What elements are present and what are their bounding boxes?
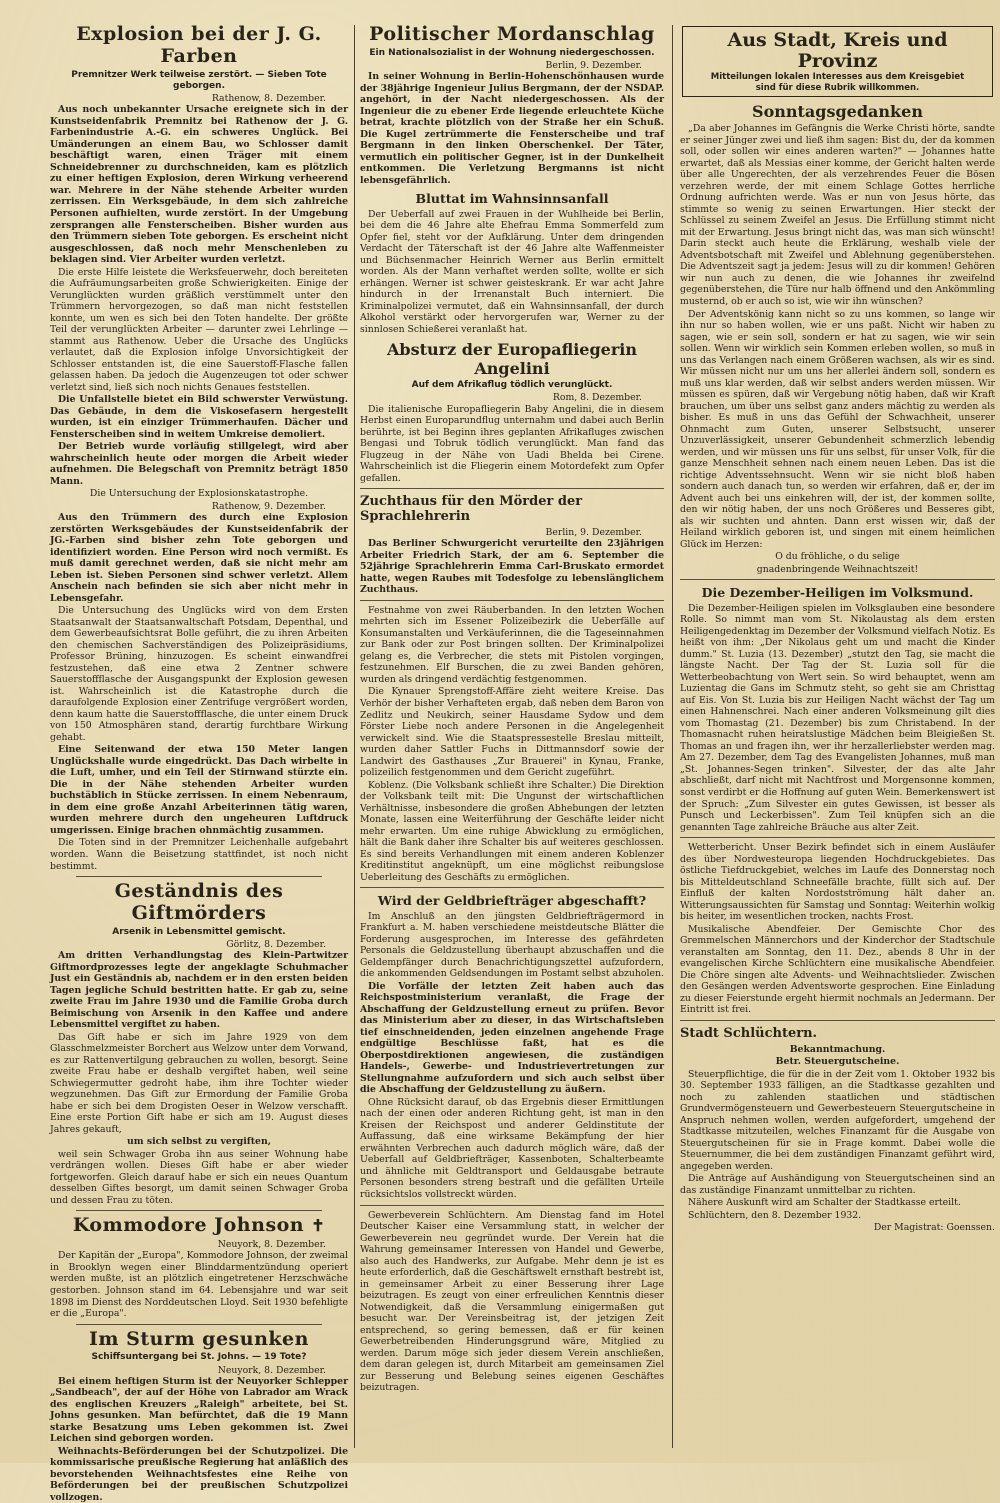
paragraph: Steuerpflichtige, die für die in der Zeit vom 1. Oktober 1932 bis 30. September 1933 fälligen, an die Stadtkasse gezahlten und noch zu zahlenden staatlichen und städtischen Grundvermögensteuern und Gewerbesteuern Steuergutscheine in Anspruch nehmen wollen, werden aufgefordert, umgehend der Stadtkasse mitzuteilen, welches Finanzamt für die Ausgabe von Steuergutscheinen für sie in Frage kommt. Dabei wolle die Steuernummer, die bei dem zuständigen Finanzamt geführt wird, angegeben werden. (680, 1068, 995, 1172)
subheadline: Premnitzer Werk teilweise zerstört. — Sieben Tote geborgen. (71, 69, 327, 91)
cross-icon: ✝ (311, 1216, 326, 1236)
column-middle (360, 22, 664, 1453)
section-note: Mitteilungen lokalen Interesses aus dem Kreisgebiet (710, 71, 965, 82)
article-sonntagsgedanken (680, 103, 995, 576)
divider (76, 1210, 322, 1211)
paragraph: weil sein Schwager Groba ihn aus seiner Wohnung habe verdrängen wollen. Dieses Gift habe er aber wieder fortgeworfen. Gleich darauf habe er sich ein neues Quantum desselben Giftes besorgt, um damit seinen Schwager Groba und dessen Frau zu töten. (50, 1148, 348, 1206)
paragraph: Das Gift habe er sich im Jahre 1929 von dem Glasschmelzmeister Borchert aus Welzow unter dem Vorwand, es zur Rattenvertilgung gebrauchen zu wollen, besorgt. Seine zweite Frau habe er deshalb vergiftet haben, weil seine Schwiegermutter gedroht habe, ihm ihre Tochter wieder wegzunehmen. Das Gift zur Ermordung der Familie Groba habe er sich bei dem Drogisten Oeser in Welzow verschafft. Eine erste Portion Gift habe er sich am 19. August dieses Jahres gekauft, (50, 1031, 348, 1135)
article-dezember-heilige (680, 586, 995, 833)
dateline: Neuyork, 8. Dezember. (217, 1239, 326, 1251)
paragraph: In seiner Wohnung in Berlin-Hohenschönhausen wurde der 38jährige Ingenieur Julius Bergmann, der der NSDAP. angehört, in der Nacht niedergeschossen. Als der Ingenieur die zu ebener Erde liegende erleuchtete Küche betrat, krachte plötzlich von der Straße her ein Schuß. Die Kugel zertrümmerte die Fensterscheibe und traf Bergmann in den linken Oberschenkel. Der Täter, vermutlich ein politischer Gegner, ist in der Dunkelheit entkommen. Die Verletzung Bergmanns ist nicht lebensgefährlich. (360, 71, 664, 186)
divider (680, 1020, 995, 1021)
headline: Zuchthaus für den Mörder der Sprachlehrerin (360, 494, 583, 525)
divider (680, 579, 995, 580)
paragraph: Der Betrieb wurde vorläufig stillgelegt, wird aber wahrscheinlich heute oder morgen die Arbeit wieder aufnehmen. Die Belegschaft von Premnitz beträgt 1850 Mann. (50, 441, 348, 487)
subheadline: Auf dem Afrikaflug tödlich verunglückt. (411, 380, 613, 391)
paragraph: Die italienische Europafliegerin Baby Angelini, die in diesem Herbst einen Europarundflug unternahm und dabei auch Berlin berührte, ist bei Beginn ihres geplanten Afrikafluges zwischen Bengasi und Tobruk tödlich verunglückt. Man fand das Flugzeug in der Nähe von Uadi Bhelda bei Cirene. Wahrscheinlich ist die Fliegerin einem Motordefekt zum Opfer gefallen. (360, 403, 664, 484)
divider (76, 876, 322, 877)
dateline: Rom, 8. Dezember. (552, 392, 642, 404)
dateline: Berlin, 9. Dezember. (545, 527, 642, 539)
divider (76, 1324, 322, 1325)
dateline: Neuyork, 8. Dezember. (217, 1364, 326, 1376)
headline: Wird der Geldbriefträger abgeschafft? (377, 893, 647, 909)
divider (360, 488, 664, 489)
article-sturm (50, 1329, 348, 1503)
paragraph: Koblenz. (Die Volksbank schließt ihre Schalter.) Die Direktion der Volksbank teilt mit: Die Ungunst der wirtschaftlichen Verhältnisse, insbesondere die großen Abhebungen der letzten Monate, lassen eine Weiterführung der Geschäfte leider nicht mehr erwarten. Um eine ruhige Abwicklung zu ermöglichen, hält die Bank daher ihre Schalter bis auf weiteres geschlossen. Es sind bereits Verhandlungen mit einem anderen Koblenzer Kreditinstitut angeknüpft, um eine möglichst reibungslose Ueberleitung des Geschäfts zu ermöglichen. (360, 779, 664, 883)
divider (360, 1205, 664, 1206)
paragraph: Der Adventskönig kann nicht so zu uns kommen, so lange wir ihn nur so haben wollen, wie er uns paßt. Nicht wir haben zu sagen, wie er sein soll, sondern er hat zu sagen, wie wir sein sollen. Wenn wir wirklich sein Kommen erleben wollen, so muß in uns das Verlangen nach einem Größeren wachsen, als wir es sind. Wir müssen nicht nur um uns her allerlei ändern soll, sondern es muß uns klar werden, daß wir selbst anders werden müssen. Wir müssen es spüren, daß wir Vergebung nötig haben, daß wir Kraft brauchen, um über uns selbst ganz anders mächtig zu werden als bisher. Es muß in uns das Gefühl der Schwachheit, unserer Ohnmacht zum Guten, unserer Selbstsucht, unserer Unzuverlässigkeit, unserer Gebundenheit schmerzlich lebendig werden, und wir müssen uns für uns selbst, für unser Volk, für die ganze Menschheit sehnen nach einem neuen Leben. Das ist die richtige Adventssehnsucht. Wenn wir sie nicht bloß haben sondern auch danach tun, so werden wir erfahren, daß er, der im Advent auch bei uns einkehren will, der ist, der kommen sollte, den wir nötig haben, der uns noch Größeres und Besseres gibt, als wir suchten und ahnten. Dann erst wissen wir, daß der Heiland wirklich geboren ist, und singen mit einem heimlichen Glück im Herzen: (680, 308, 995, 550)
divider (680, 837, 995, 838)
paragraph: „Da aber Johannes im Gefängnis die Werke Christi hörte, sandte er seiner Jünger zwei und ließ ihm sagen: Bist du, der da kommen soll, oder sollen wir eines anderen warten?" — Johannes hatte erwartet, daß als Messias einer komme, der Gericht halten werde über alle Ungerechten, der als verzehrendes Feuer die Bösen verzehren werde, der mit einem Schlage Gottes herrliche Ordnung aufrichten werde. Was er nun von Jesus hörte, das stimmte so wenig zu seinen Erwartungen. Hier steckt der Schlüssel zu seinem Zweifel an Jesus. Die Erfüllung stimmt nicht mit der Erwartung. Jesus bringt nicht das, was man sich wünscht! Darin steckt auch heute die Erklärung, weshalb viele der Adventsbotschaft mit Zweifel und Ablehnung gegenüberstehen. Die Adventszeit sagt ja jedem: Jesus will zu dir kommen! Gehören wir nun auch zu denen, die wie Johannes ihr zweifelnd gegenüberstehen, die Türe nur halb öffnend und den Ankömmling musternd, ob er auch so ist, wie wir ihn wünschen? (680, 123, 995, 307)
dateline: Görlitz, 8. Dezember. (226, 938, 326, 950)
section-header-box (682, 26, 993, 97)
article-explosion (50, 24, 348, 872)
paragraph: Gewerbeverein Schlüchtern. Am Dienstag fand im Hotel Deutscher Kaiser eine Versammlung statt, in welcher der Gewerbeverein neu gegründet wurde. Der Verein hat die Wahrung gemeinsamer Interessen von Handel und Gewerbe, also auch des Handwerks, zur Aufgabe. Mehr denn je ist es heute erforderlich, daß die Geschäftswelt ernsthaft bestrebt ist, in gemeinsamer Arbeit zu einer Besserung ihrer Lage beizutragen. Es zeugt von einer erfreulichen Kenntnis dieser Notwendigkeit, daß die Versammlung einigermaßen gut besucht war. Der Vereinsbeitrag ist, der jetzigen Zeit entsprechend, so gering bemessen, daß er für keinen Gewerbetreibenden Hinderungsgrund wäre, Mitglied zu werden. Darum möge sich jeder diesem Verein anschließen, dem daran gelegen ist, durch Mitarbeit am gemeinsamen Ziel zur Besserung und Belebung seines eigenen Geschäftes beizutragen. (360, 1209, 664, 1394)
divider (360, 600, 664, 601)
headline: Sonntagsgedanken (752, 101, 923, 121)
divider (360, 887, 664, 888)
notice-subject: Betr. Steuergutscheine. (775, 1056, 900, 1068)
column-right (680, 22, 995, 1453)
headline: Absturz der Europafliegerin Angelini (387, 340, 637, 378)
headline (50, 1215, 348, 1237)
paragraph: Der Ueberfall auf zwei Frauen in der Wuhlheide bei Berlin, bei dem die 46 Jahre alte Ehefrau Emma Sommerfeld zum Opfer fiel, steht vor der Aufklärung. Unter dem dringenden Verdacht der Täterschaft ist der 46 Jahre alte Waffenmeister und Büchsenmacher Heinrich Werner aus Berlin ermittelt worden. Als der Mann verhaftet werden sollte, wollte er sich erhängen. Werner ist schwer geisteskrank. Er war acht Jahre hindurch in der Irrenanstalt Buch interniert. Die Kriminalpolizei vermutet, daß ein Wahnsinnsanfall, der durch Alkohol verstärkt oder hervorgerufen war, Werner zu der sinnlosen Schießerei veranlaßt hat. (360, 208, 664, 335)
notice-title: Bekanntmachung. (789, 1043, 886, 1055)
paragraph: Die Dezember-Heiligen spielen im Volksglauben eine besondere Rolle. So nimmt man vom St. Nikolaustag als dem ersten Heiligengedenktag im Dezember der Volksmund vielfach Notiz. Es heißt von ihm: „Der Nikolaus geht um und macht die Kinder dumm." St. Luzia (13. Dezember) „stutzt den Tag, sie macht die längste Nacht. Der Tag der St. Luzia soll für die Wetterbeobachtung von Wert sein. So wird behauptet, wenn am Luzientag die Gans im Schmutz steht, so geht sie am Christtag auf Eis. Von St. Luzia bis zur Heiligen Nacht wächst der Tag um einen Hahnenschrei. Nach einer anderen Volksmeinung gilt dies vom Thomastag (21. Dezember) bis zum Christabend. In der Thomasnacht ruhen heiratslustige Mädchen beim Bleigießen St. Thomas an und fragen ihn, wer ihr herzallerliebster werden mag. Am 27. Dezember, dem Tag des Evangelisten Johannes, muß man „St. Johannes-Segen trinken". Silvester, der das alte Jahr abschließt, darf nicht mit Nachtfrost und Morgensonne kommen, sonst verdirbt er die Hoffnung auf guten Wein. Bemerkenswert ist der Spruch: „Zum Silvester ein gutes Gewissen, ist besser als Punsch und Leckerbissen". Zum Teil knüpfen sich an die genannten Tage zahlreiche Bräuche aus alter Zeit. (680, 602, 995, 833)
headline: Bluttat im Wahnsinnsanfall (415, 191, 609, 207)
article-local-notes (680, 842, 995, 1016)
article-johnson (50, 1215, 348, 1319)
paragraph: Aus den Trümmern des durch eine Explosion zerstörten Werksgebäudes der Kunstseidenfabrik der JG.-Farben sind bisher zehn Tote geborgen und identifiziert worden. Eine Person wird noch vermißt. Es muß damit gerechnet werden, daß sie nicht mehr am Leben ist. Sieben Personen sind schwer verletzt. Allem Anschein nach befinden sie sich aber nicht mehr in Lebensgefahr. (50, 512, 348, 604)
paragraph: Das Berliner Schwurgericht verurteilte den 23jährigen Arbeiter Friedrich Stark, der am 6. September die 52jährige Sprachlehrerin Emma Carl-Bruskato ermordet hatte, wegen Raubes mit Todesfolge zu lebenslänglichem Zuchthaus. (360, 538, 664, 596)
paragraph: Eine Seitenwand der etwa 150 Meter langen Unglückshalle wurde eingedrückt. Das Dach wirbelte in die Luft, umher, und ein Teil der Stirnwand stürzte ein. Die in der Nähe stehenden Arbeiter wurden buchstäblich in Stücke zerrissen. In einem Nebenraum, in dem eine große Anzahl Arbeiterinnen tätig waren, wurden mehrere durch den ungeheuren Luftdruck umgerissen. Einige brachen ohnmächtig zusammen. (50, 744, 348, 836)
column-rule (672, 25, 673, 1448)
section-title: Aus Stadt, Kreis und Provinz (727, 29, 948, 72)
paragraph: Im Anschluß an den jüngsten Geldbriefträgermord in Frankfurt a. M. haben verschiedene meistdeutsche Blätter die Forderung ausgesprochen, im Interesse des gefährdeten Personals die Geldzustellung überhaupt abzuschaffen und die Geldempfänger durch Benachrichtigungszettel aufzufordern, die ankommenden Geldsendungen im Postamt selbst abzuholen. (360, 910, 664, 980)
notice-signature: Der Magistrat: Goenssen. (873, 1222, 995, 1234)
article-bekanntmachung (680, 1027, 995, 1234)
paragraph: Am dritten Verhandlungstag des Klein-Partwitzer Giftmordprozesses legte der angeklagte Schuhmacher Just ein Geständnis ab, nachdem er in den ersten beiden Tagen jegliche Schuld bestritten hatte. Er gab zu, seine zweite Frau im Jahre 1930 und die Familie Groba durch Beimischung von Arsenik in den Kaffee und andere Lebensmittel vergiftet zu haben. (50, 950, 348, 1031)
notice-date: Schlüchtern, den 8. Dezember 1932. (688, 1209, 862, 1221)
paragraph: Nähere Auskunft wird am Schalter der Stadtkasse erteilt. (688, 1197, 961, 1209)
paragraph: Wetterbericht. Unser Bezirk befindet sich in einem Ausläufer des über Nordwesteuropa liegenden Hochdruckgebietes. Das östliche Tiefdruckgebiet, welches im Laufe des Donnerstag noch bis Mitteldeutschland Schneefälle brachte, füllt sich auf. Der Einfluß der kalten Nordostströmung hält daher an. Witterungsaussichten für Samstag und Sonntag: Weiterhin wolkig bis heiter, im wesentlichen trocken, nachts Frost. (680, 842, 995, 923)
article-bluttat (360, 192, 664, 335)
column-rule (354, 25, 355, 1448)
dateline: Rathenow, 9. Dezember. (211, 500, 326, 512)
column-left (50, 22, 348, 1503)
headline: Die Dezember-Heiligen im Volksmund. (701, 585, 974, 601)
headline: Im Sturm gesunken (89, 1327, 309, 1350)
verse-line: gnadenbringende Weihnachtszeit! (756, 563, 919, 575)
paragraph: Bei einem heftigen Sturm ist der Neuyorker Schlepper „Sandbeach", der auf der Höhe von Labrador am Wrack des englischen Kreuzers „Raleigh" arbeitete, bei St. Johns gesunken. Man befürchtet, daß die 19 Mann starke Besatzung ums Leben gekommen ist. Zwei Leichen sind geborgen worden. (50, 1375, 348, 1445)
paragraph: Ohne Rücksicht darauf, ob das Ergebnis dieser Ermittlungen nach der einen oder anderen Richtung geht, ist man in den Kreisen der Reichspost und anderer Geldinstitute der Auffassung, daß eine wirksame Bekämpfung der hier erwähnten Verbrechen auch dadurch möglich wäre, daß der Ueberfall auf Geldbriefträger, Kassenboten, Schalterbeamte und ähnliche mit Geldtransport und Geldausgabe betraute Personen besonders streng bestraft und die gefällten Urteile rücksichtslos vollstreckt würden. (360, 1096, 664, 1200)
headline: Explosion bei der J. G. Farben (76, 23, 322, 67)
subheadline: Arsenik in Lebensmittel gemischt. (112, 926, 286, 937)
paragraph: Die erste Hilfe leistete die Werksfeuerwehr, doch bereiteten die Aufräumungsarbeiten große Schwierigkeiten. Einige der Verunglückten wurden gräßlich verstümmelt unter den Trümmern hervorgezogen, so daß man nicht feststellen konnte, um wen es sich bei den Toten handelte. Der größte Teil der verunglückten Arbeiter — darunter zwei Lehrlinge — stammt aus Rathenow. Ueber die Ursache des Unglücks verlautet, daß die Explosion infolge Unvorsichtigkeit der Schlosser entstanden ist, die eine Sauerstoff-Flasche fallen gelassen haben. Da jedoch die Augenzeugen tot oder schwer verletzt sind, ließ sich noch nichts Genaues feststellen. (50, 266, 348, 393)
subheadline: Ein Nationalsozialist in der Wohnung niedergeschossen. (369, 47, 655, 58)
headline: Politischer Mordanschlag (369, 23, 655, 45)
verse-line: O du fröhliche, o du selige (775, 551, 900, 563)
paragraph: Der Kapitän der „Europa", Kommodore Johnson, der zweimal in Brooklyn wegen einer Blinddarmentzündung operiert werden mußte, ist an plötzlich eingetretener Herzschwäche gestorben. Johnson stand im 64. Lebensjahre und war seit 1898 im Dienst des Norddeutschen Lloyd. Seit 1930 befehligte er die „Europa". (50, 1250, 348, 1320)
paragraph: Die Untersuchung des Unglücks wird von dem Ersten Staatsanwalt der Staatsanwaltschaft Potsdam, Depenthal, und dem Gewerbeaufsichtsrat Bolle geführt, die zu ihren Arbeiten den chemischen Sachverständigen des Polizeipräsidiums, Professor Brüning, hinzuzogen. Es scheint einwandfrei festzustehen, daß eine etwa 2 Zentner schwere Sauerstoffflasche der Ausgangspunkt der Explosion gewesen ist. Wahrscheinlich ist die Katastrophe durch die daraufolgende Explosion einer Zentrifuge vergrößert worden, denn kaum hatte die Sauerstoffflasche, die unter einem Druck von 150 Atmosphären stand, derartig furchtbare Wirkung gehabt. (50, 605, 348, 743)
subsection-title: Die Untersuchung der Explosionskatastrophe. (89, 488, 309, 500)
article-giftmoerder (50, 881, 348, 1206)
article-gewerbeverein (360, 1210, 664, 1394)
headline: Geständnis des Giftmörders (114, 880, 284, 924)
section-note: sind für diese Rubrik willkommen. (755, 82, 920, 93)
article-mordanschlag (360, 24, 664, 186)
article-short-news (360, 605, 664, 883)
article-angelini (360, 341, 664, 484)
paragraph: Die Toten sind in der Premnitzer Leichenhalle aufgebahrt worden. Wann die Beisetzung stattfindet, ist noch nicht bestimmt. (50, 837, 348, 872)
headline: Stadt Schlüchtern. (680, 1025, 818, 1041)
paragraph: Die Kynauer Sprengstoff-Affäre zieht weitere Kreise. Das Verhör der bisher Verhafteten ergab, daß neben dem Baron von Zedlitz und Neukirch, seiner Hausdame Sydow und dem Förster Liebe noch andere Personen in die Angelegenheit verwickelt sind. Wie die Staatspressestelle Breslau mitteilt, wurden daher Sattler Fuchs in Dittmannsdorf sowie der Landwirt des Gasthauses „Zur Brauerei" in Kynau, Franke, polizeilich festgenommen und dem Gericht zugeführt. (360, 686, 664, 779)
dateline: Rathenow, 8. Dezember. (211, 93, 326, 105)
paragraph: Festnahme von zwei Räuberbanden. In den letzten Wochen mehrten sich im Essener Polizeibezirk die Ueberfälle auf Konsumanstalten und Verkäuferinnen, die die Tageseinnahmen zur Bank oder zur Post bringen sollten. Der Kriminalpolizei gelang es, die Verbrecher, die stets mit Pistolen vorgingen, festzunehmen. Elf Burschen, die zu zwei Banden gehören, wurden als dringend verdächtig festgenommen. (360, 604, 664, 685)
headline-text: Kommodore Johnson (72, 1214, 305, 1237)
paragraph: Aus noch unbekannter Ursache ereignete sich in der Kunstseidenfabrik Premnitz bei Rathenow der J. G. Farbenindustrie A.-G. ein schweres Unglück. Bei Umänderungen an einem Bau, wo Schlosser damit beschäftigt waren, einen Träger mit einem Schneidebrenner zu durchschneiden, kam es plötzlich zu einer heftigen Explosion, deren Wirkung verheerend war. Mehrere in der Nähe stehende Arbeiter wurden zerrissen. Ein Werksgebäude, in dem sich zahlreiche Personen aufhielten, wurde zerstört. In der Umgebung zersprangen alle Fensterscheiben. Bisher wurden aus den Trümmern sieben Tote geborgen. Es erscheint nicht ausgeschlossen, daß noch mehr Menschenleben zu beklagen sind. Vier Arbeiter wurden verletzt. (50, 104, 348, 266)
paragraph: Die Anträge auf Aushändigung von Steuergutscheinen sind an das zuständige Finanzamt unmittelbar zu richten. (680, 1173, 995, 1196)
article-geldbrieftraeger (360, 894, 664, 1200)
paragraph: Musikalische Abendfeier. Der Gemischte Chor des Gremmelschen Männerchors und der Kinderchor der Stadtschule veranstalten am Sonntag, den 11. Dez., abends 8 Uhr in der evangelischen Kirche Schlüchtern eine musikalische Abendfeier. Die Chöre singen alte Advents- und Weihnachtslieder. Zwischen den Gesängen werden Adventsworte gesprochen. Eine Einladung zu dieser Feierstunde ergeht hiermit nochmals an Jedermann. Der Eintritt ist frei. (680, 923, 995, 1016)
subheadline: Schiffsuntergang bei St. Johns. — 19 Tote? (91, 1352, 307, 1363)
article-zuchthaus (360, 495, 664, 596)
paragraph: Weihnachts-Beförderungen bei der Schutzpolizei. Die kommissarische preußische Regierung hat anläßlich des bevorstehenden Weihnachtsfestes eine Reihe von Beförderungen bei der preußischen Schutzpolizei vollzogen. (50, 1445, 348, 1503)
paragraph: um sich selbst zu vergiften, (127, 1136, 271, 1148)
paragraph: Die Unfallstelle bietet ein Bild schwerster Verwüstung. Das Gebäude, in dem die Viskosefasern hergestellt wurden, ist ein einziger Trümmerhaufen. Dächer und Fensterscheiben sind in weitem Umkreise demoliert. (50, 394, 348, 440)
dateline: Berlin, 9. Dezember. (545, 60, 642, 72)
paragraph: Die Vorfälle der letzten Zeit haben auch das Reichspostministerium veranlaßt, die Frage der Abschaffung der Geldzustellung erneut zu prüfen. Bevor das Ministerium aber zu dieser, in das Wirtschaftsleben tief einschneidenden, jeden einzelnen angehende Frage endgültige Beschlüsse faßt, hat es die Oberpostdirektionen angewiesen, die zuständigen Handels-, Gewerbe- und Industrievertretungen zur Stellungnahme aufzufordern und sich auch selbst über die Abschaffung der Geldzustellung zu äußern. (360, 980, 664, 1096)
